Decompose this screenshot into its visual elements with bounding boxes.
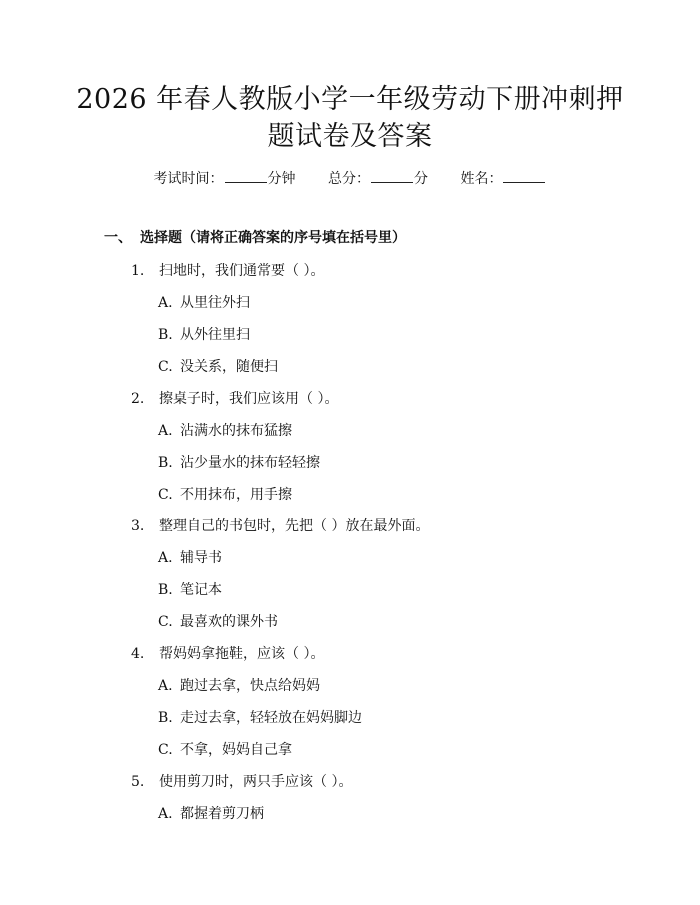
- question-2: [131, 390, 338, 408]
- name-label: 姓名：: [460, 171, 503, 187]
- question-1-option-a[interactable]: [158, 294, 250, 312]
- question-5: [131, 773, 352, 791]
- question-3-option-a[interactable]: [158, 549, 222, 567]
- section-number: 一、: [104, 230, 132, 246]
- question-1-option-c[interactable]: [158, 358, 278, 376]
- question-3-option-c[interactable]: [158, 613, 278, 631]
- option-letter: B.: [158, 327, 173, 343]
- option-letter: C.: [158, 742, 173, 758]
- question-number: 4.: [131, 646, 145, 662]
- name-blank[interactable]: [503, 170, 545, 183]
- option-text: 不用抹布，用手擦: [180, 487, 292, 503]
- option-letter: B.: [158, 710, 173, 726]
- section-title: 选择题（请将正确答案的序号填在括号里）: [140, 230, 406, 246]
- option-letter: B.: [158, 582, 173, 598]
- option-text: 沾少量水的抹布轻轻擦: [180, 455, 320, 471]
- option-text: 最喜欢的课外书: [180, 614, 278, 630]
- question-3-option-b[interactable]: [158, 581, 222, 599]
- question-text: 使用剪刀时，两只手应该（ ）。: [159, 774, 353, 790]
- option-letter: B.: [158, 455, 173, 471]
- total-score-label: 总分：: [328, 171, 370, 187]
- option-letter: C.: [158, 359, 173, 375]
- question-4-option-a[interactable]: [158, 677, 320, 695]
- exam-time-field: [154, 170, 296, 188]
- option-letter: C.: [158, 487, 173, 503]
- page-title-line-1: 2026 年春人教版小学一年级劳动下册冲刺押: [76, 84, 624, 115]
- exam-time-blank[interactable]: [225, 170, 267, 183]
- question-text: 整理自己的书包时，先把（ ）放在最外面。: [159, 518, 430, 534]
- question-2-option-c[interactable]: [158, 486, 292, 504]
- page-title-line-2: 题试卷及答案: [267, 121, 433, 152]
- exam-time-label: 考试时间：: [153, 171, 224, 187]
- name-field: [460, 170, 546, 188]
- question-text: 帮妈妈拿拖鞋，应该（ ）。: [159, 646, 325, 662]
- question-2-option-b[interactable]: [158, 454, 320, 472]
- option-letter: A.: [158, 806, 173, 822]
- option-letter: A.: [158, 295, 173, 311]
- question-number: 3.: [131, 518, 145, 534]
- option-letter: A.: [158, 423, 173, 439]
- exam-info-bar: [0, 170, 700, 188]
- question-text: 擦桌子时，我们应该用（ ）。: [159, 391, 339, 407]
- option-letter: A.: [158, 550, 173, 566]
- option-text: 笔记本: [180, 582, 222, 598]
- exam-time-unit: 分钟: [267, 171, 296, 187]
- option-letter: A.: [158, 678, 173, 694]
- question-2-option-a[interactable]: [158, 422, 292, 440]
- question-1: [131, 262, 324, 280]
- option-text: 走过去拿，轻轻放在妈妈脚边: [180, 710, 362, 726]
- question-text: 扫地时，我们通常要（ ）。: [159, 263, 325, 279]
- question-4-option-c[interactable]: [158, 741, 292, 759]
- option-text: 没关系，随便扫: [180, 359, 278, 375]
- option-text: 不拿，妈妈自己拿: [180, 742, 292, 758]
- question-number: 2.: [131, 391, 145, 407]
- question-4: [131, 645, 324, 663]
- option-text: 跑过去拿，快点给妈妈: [180, 678, 320, 694]
- question-number: 5.: [131, 774, 145, 790]
- option-text: 辅导书: [180, 550, 222, 566]
- question-4-option-b[interactable]: [158, 709, 362, 727]
- total-score-field: [328, 170, 428, 188]
- option-text: 从里往外扫: [180, 295, 250, 311]
- option-letter: C.: [158, 614, 173, 630]
- section-heading: [104, 229, 406, 247]
- question-3: [131, 517, 429, 535]
- option-text: 都握着剪刀柄: [180, 806, 264, 822]
- total-score-blank[interactable]: [371, 170, 413, 183]
- question-number: 1.: [131, 263, 145, 279]
- option-text: 沾满水的抹布猛擦: [180, 423, 292, 439]
- question-5-option-a[interactable]: [158, 805, 264, 823]
- total-score-unit: 分: [414, 171, 428, 187]
- question-1-option-b[interactable]: [158, 326, 250, 344]
- option-text: 从外往里扫: [180, 327, 250, 343]
